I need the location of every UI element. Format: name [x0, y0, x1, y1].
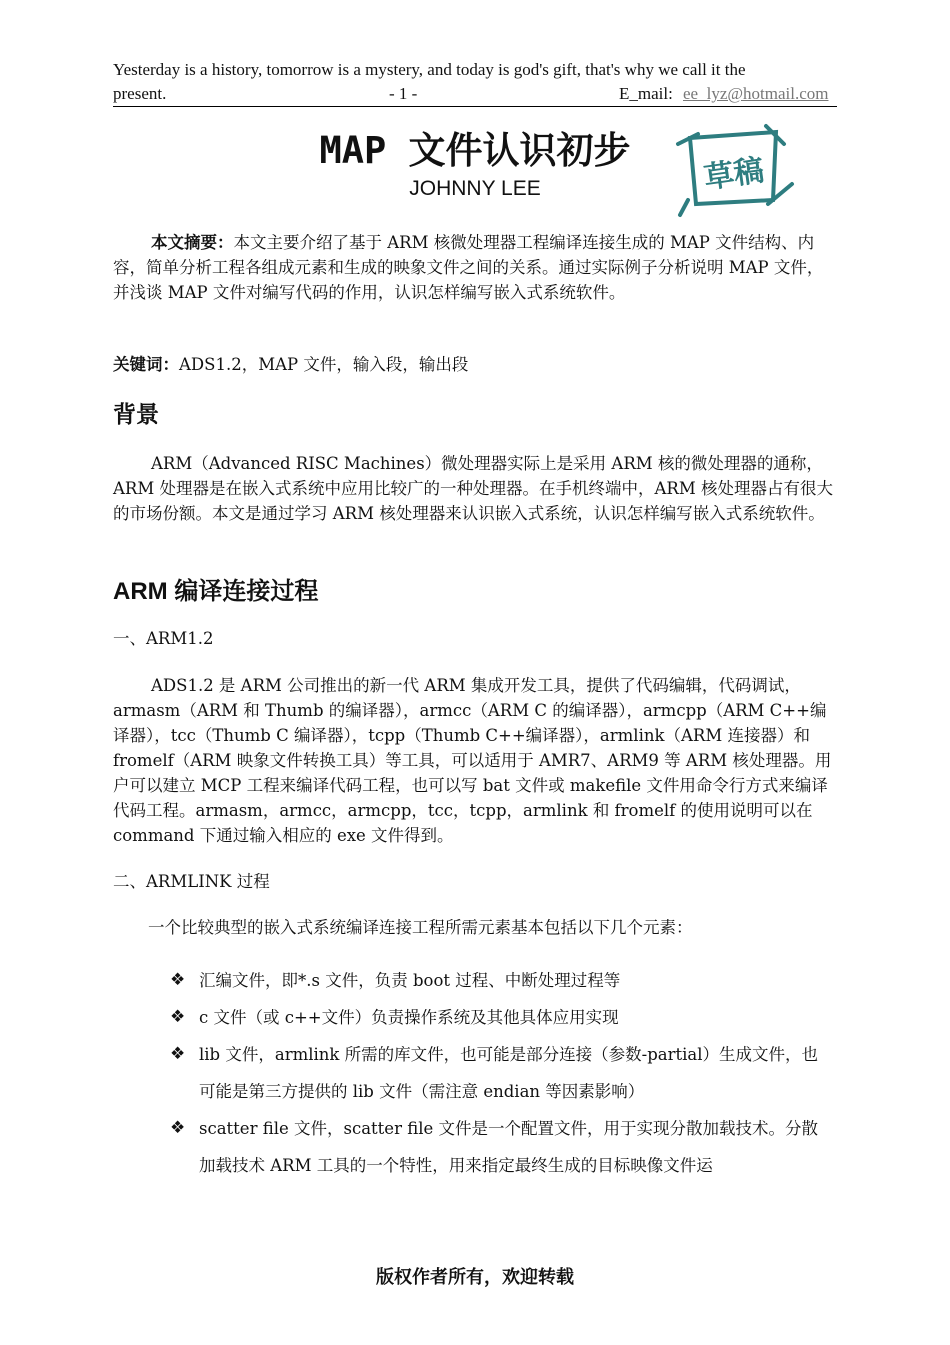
header-quote-end: present.: [113, 84, 167, 103]
section-heading-arm: ARM 编译连接过程: [113, 578, 319, 605]
header-email-link[interactable]: ee_lyz@hotmail.com: [683, 84, 829, 103]
bullet-icon: ❖: [170, 1007, 186, 1027]
background-paragraph: ARM（Advanced RISC Machines）微处理器实际上是采用 ARM 核的微处理器的通称，ARM 处理器是在嵌入式系统中应用比较广的一种处理器。在手机终端中，ARM 核处理器占有很大的市场份额。本文是通过学习 ARM 核处理器来认识嵌入式系统，认识怎样编写嵌入式系统软件。: [113, 454, 833, 523]
stamp-text: 草稿: [701, 152, 767, 197]
page-title: MAP 文件认识初步: [319, 129, 631, 172]
page-footer: 版权作者所有，欢迎转载: [376, 1267, 574, 1288]
list-item: ❖ scatter file 文件，scatter file 文件是一个配置文件，用于实现分散加载技术。分散加载技术 ARM 工具的一个特性，用来指定最终生成的目标映像文件运: [170, 1110, 830, 1184]
page-header: [113, 58, 837, 107]
bullet-icon: ❖: [170, 1044, 186, 1064]
keywords-label: 关键词：: [113, 355, 179, 374]
list-item: ❖ 汇编文件，即*.s 文件，负责 boot 过程、中断处理过程等: [170, 962, 830, 999]
bullet-icon: ❖: [170, 970, 186, 990]
list-item: ❖ c 文件（或 c++文件）负责操作系统及其他具体应用实现: [170, 999, 830, 1036]
section-heading-background: 背景: [113, 401, 159, 428]
elements-intro: 一个比较典型的嵌入式系统编译连接工程所需元素基本包括以下几个元素：: [148, 918, 693, 937]
ads-paragraph: ADS1.2 是 ARM 公司推出的新一代 ARM 集成开发工具，提供了代码编辑，代码调试，armasm（ARM 和 Thumb 的编译器），armcc（ARM C 的编译器），armcpp（ARM C++编译器），tcc（Thumb C 编译器），tcpp（Thumb C++编译器），armlink（ARM 连接器）和 fromelf（ARM 映象文件转换工具）等工具，可以适用于 AMR7、ARM9 等 ARM 核处理器。用户可以建立 MCP 工程来编译代码工程，也可以写 bat 文件或 makefile 文件用命令行方式来编译代码工程。armasm，armcc，armcpp，tcc，tcpp，armlink 和 fromelf 的使用说明可以在 command 下通过输入相应的 exe 文件得到。: [113, 676, 832, 845]
abstract-label: 本文摘要：: [151, 233, 234, 252]
list-item: ❖ lib 文件，armlink 所需的库文件，也可能是部分连接（参数-partial）生成文件，也可能是第三方提供的 lib 文件（需注意 endian 等因素影响）: [170, 1036, 830, 1110]
stamp-stroke: [680, 200, 688, 215]
abstract-paragraph: [113, 230, 837, 305]
page-number: - 1 -: [389, 84, 418, 103]
draft-stamp: [668, 120, 798, 220]
header-quote: Yesterday is a history, tomorrow is a mystery, and today is god's gift, that's why we call it the: [113, 60, 746, 79]
subheading-ads: 一、ARM1.2: [113, 629, 214, 648]
header-line2: [113, 82, 837, 107]
keywords-line: [113, 352, 837, 377]
keywords-text: ADS1.2，MAP 文件，输入段，输出段: [179, 355, 469, 374]
subheading-armlink: 二、ARMLINK 过程: [113, 872, 270, 891]
element-list: [170, 962, 830, 1184]
author-name: JOHNNY LEE: [409, 177, 541, 200]
abstract-text: 本文主要介绍了基于 ARM 核微处理器工程编译连接生成的 MAP 文件结构、内容，简单分析工程各组成元素和生成的映象文件之间的关系。通过实际例子分析说明 MAP 文件，并浅谈 MAP 文件对编写代码的作用，认识怎样编写嵌入式系统软件。: [113, 233, 824, 302]
header-email-label: E_mail:: [619, 84, 673, 103]
bullet-icon: ❖: [170, 1118, 186, 1138]
